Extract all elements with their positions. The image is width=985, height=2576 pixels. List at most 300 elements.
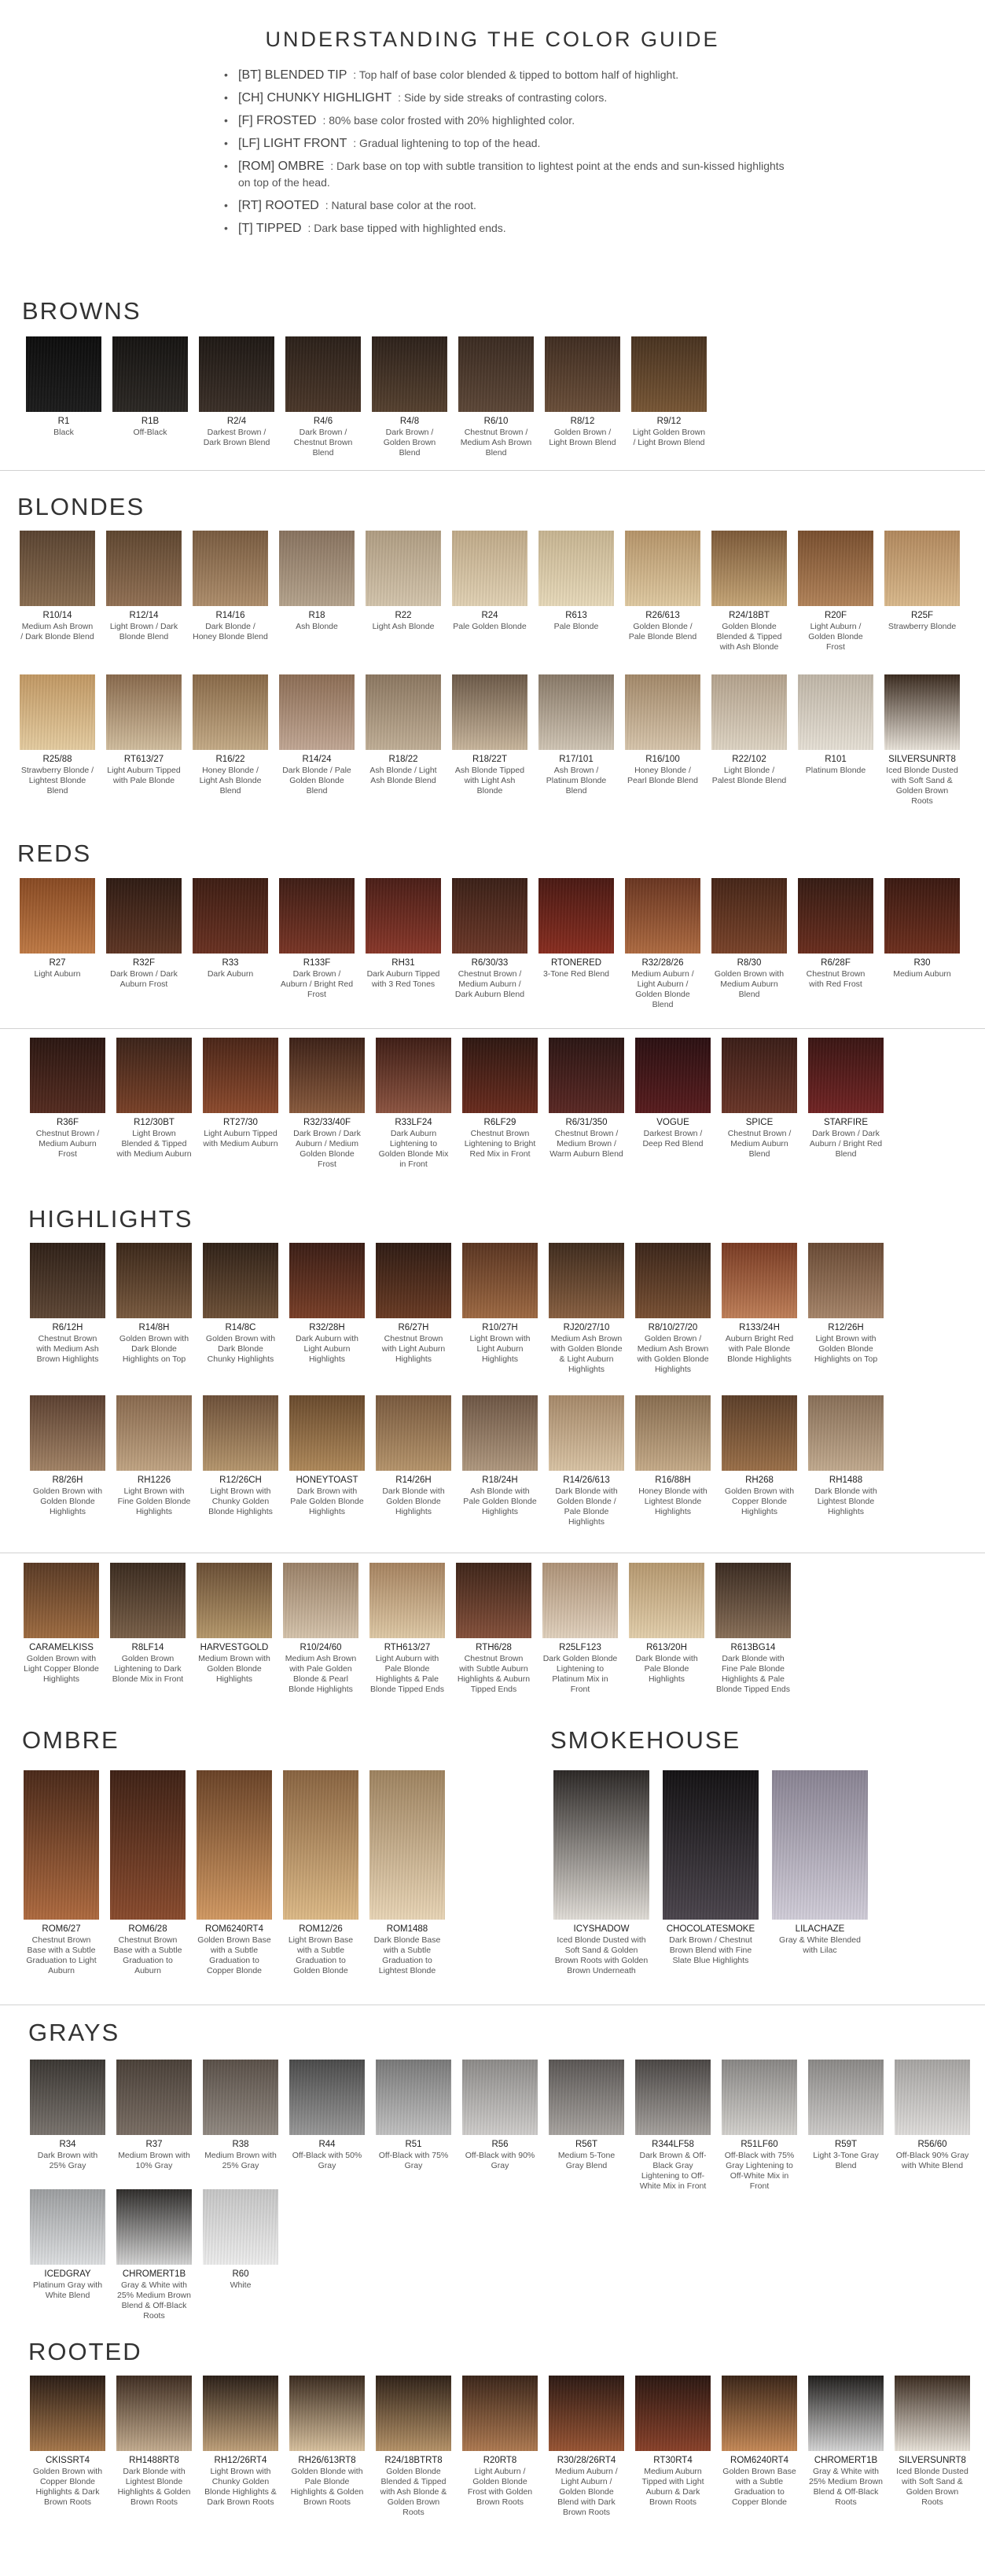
color-swatch-card[interactable] (116, 1395, 192, 1517)
hair-swatch-image[interactable] (203, 1243, 278, 1318)
hair-swatch-image[interactable] (549, 1243, 624, 1318)
color-swatch-card[interactable] (462, 2376, 538, 2508)
legend-item (224, 197, 790, 214)
hair-swatch-image[interactable] (106, 531, 182, 606)
hair-swatch-image[interactable] (203, 2376, 278, 2451)
swatch-description: Golden Blonde / Pale Blonde Blend (628, 622, 697, 641)
swatch-description: Chestnut Brown Lightening to Bright Red Mix in Front (464, 1129, 536, 1159)
swatch-code: RTONERED (550, 958, 602, 968)
swatch-code: SPICE (745, 1118, 774, 1127)
color-swatch-card[interactable] (30, 1038, 105, 1159)
swatch-code: R59T (834, 2140, 858, 2149)
swatch-description: Light Brown with Light Auburn Highlights (469, 1334, 531, 1364)
hair-swatch-image[interactable] (629, 1563, 704, 1638)
hair-swatch-image[interactable] (197, 1563, 272, 1638)
hair-swatch-image[interactable] (20, 878, 95, 954)
color-swatch-card[interactable] (538, 674, 614, 796)
color-swatch-card[interactable] (772, 1770, 868, 1956)
hair-swatch-image[interactable] (884, 531, 960, 606)
hair-swatch-image[interactable] (197, 1770, 272, 1920)
legend-code: [ROM] OMBRE (238, 160, 325, 173)
hair-swatch-image[interactable] (203, 2189, 278, 2265)
color-swatch-card[interactable] (366, 531, 441, 632)
color-swatch-card[interactable] (197, 1563, 272, 1685)
swatch-code: R18/22T (472, 755, 508, 764)
hair-swatch-image[interactable] (106, 674, 182, 750)
hair-swatch-image[interactable] (30, 1243, 105, 1318)
hair-swatch-image[interactable] (462, 2376, 538, 2451)
color-swatch-card[interactable] (376, 1395, 451, 1517)
hair-swatch-image[interactable] (772, 1770, 868, 1920)
color-swatch-card[interactable] (203, 2376, 278, 2508)
color-swatch-card[interactable] (798, 674, 873, 776)
swatch-description: Ash Brown / Platinum Blonde Blend (546, 766, 607, 796)
hair-swatch-image[interactable] (808, 2060, 884, 2135)
swatch-code: R9/12 (656, 417, 682, 426)
swatch-description: Dark Blonde Base with a Subtle Graduation to Lightest Blonde (373, 1935, 441, 1975)
hair-swatch-image[interactable] (112, 336, 188, 412)
color-swatch-card[interactable] (203, 1395, 278, 1517)
swatch-description: Dark Golden Blonde Lightening to Platinum Mix in Front (542, 1654, 618, 1694)
swatch-description: Gray & White with 25% Medium Brown Blend & Off-Black Roots (809, 2467, 883, 2507)
swatch-code: ROM1488 (386, 1924, 428, 1934)
hair-swatch-image[interactable] (24, 1770, 99, 1920)
color-swatch-card[interactable] (283, 1770, 358, 1976)
hair-swatch-image[interactable] (289, 1395, 365, 1471)
color-swatch-card[interactable] (538, 878, 614, 979)
hair-swatch-image[interactable] (722, 1038, 797, 1113)
hair-swatch-image[interactable] (545, 336, 620, 412)
color-swatch-card[interactable] (116, 1038, 192, 1159)
swatch-description: Golden Brown / Light Brown Blend (549, 428, 616, 447)
hair-swatch-image[interactable] (116, 2189, 192, 2265)
hair-swatch-image[interactable] (279, 878, 355, 954)
color-swatch-card[interactable] (631, 336, 707, 448)
hair-swatch-image[interactable] (193, 878, 268, 954)
color-swatch-card[interactable] (553, 1770, 649, 1976)
swatch-code: RT30RT4 (653, 2456, 693, 2465)
color-swatch-card[interactable] (549, 1243, 624, 1375)
color-swatch-card[interactable] (289, 1395, 365, 1517)
color-swatch-card[interactable] (538, 531, 614, 632)
color-swatch-card[interactable] (30, 2189, 105, 2301)
color-swatch-card[interactable] (722, 2060, 797, 2192)
hair-swatch-image[interactable] (549, 1038, 624, 1113)
swatch-description: Dark Brown / Chestnut Brown Blend with Fine Slate Blue Highlights (669, 1935, 752, 1965)
hair-swatch-image[interactable] (30, 1038, 105, 1113)
hair-swatch-image[interactable] (30, 2060, 105, 2135)
color-swatch-card[interactable] (279, 878, 355, 1000)
swatch-description: Dark Auburn (207, 969, 254, 979)
bullet-icon: • (224, 222, 228, 234)
color-swatch-card[interactable] (456, 1563, 531, 1695)
legend-text: : Dark base on top with subtle transition to lightest point at the ends and sun-kissed highlights on top of the head. (238, 160, 785, 189)
color-swatch-card[interactable] (30, 1243, 105, 1365)
hair-swatch-image[interactable] (116, 2376, 192, 2451)
color-swatch-card[interactable] (722, 1395, 797, 1517)
hair-swatch-image[interactable] (663, 1770, 759, 1920)
hair-swatch-image[interactable] (798, 878, 873, 954)
color-swatch-card[interactable] (452, 878, 527, 1000)
hair-swatch-image[interactable] (24, 1563, 99, 1638)
hair-swatch-image[interactable] (462, 1038, 538, 1113)
hair-swatch-image[interactable] (203, 2060, 278, 2135)
color-swatch-card[interactable] (635, 1395, 711, 1517)
hair-swatch-image[interactable] (456, 1563, 531, 1638)
swatch-code: R14/16 (215, 611, 245, 620)
bullet-icon: • (224, 199, 228, 211)
hair-swatch-image[interactable] (722, 2060, 797, 2135)
hair-swatch-image[interactable] (722, 2376, 797, 2451)
hair-swatch-image[interactable] (884, 878, 960, 954)
hair-swatch-image[interactable] (376, 1243, 451, 1318)
color-swatch-card[interactable] (808, 2376, 884, 2508)
hair-swatch-image[interactable] (722, 1243, 797, 1318)
hair-swatch-image[interactable] (199, 336, 274, 412)
swatch-description: Dark Auburn with Light Auburn Highlights (296, 1334, 358, 1364)
color-swatch-card[interactable] (366, 878, 441, 990)
hair-swatch-image[interactable] (635, 1395, 711, 1471)
hair-swatch-image[interactable] (366, 878, 441, 954)
swatch-code: R4/8 (399, 417, 420, 426)
color-swatch-card[interactable] (452, 674, 527, 796)
hair-swatch-image[interactable] (452, 878, 527, 954)
color-swatch-card[interactable] (625, 674, 700, 786)
hair-swatch-image[interactable] (289, 2060, 365, 2135)
hair-swatch-image[interactable] (376, 2060, 451, 2135)
hair-swatch-image[interactable] (369, 1563, 445, 1638)
color-swatch-card[interactable] (376, 2376, 451, 2518)
swatch-description: Dark Brown / Dark Auburn Frost (110, 969, 178, 989)
color-swatch-card[interactable] (193, 674, 268, 796)
hair-swatch-image[interactable] (458, 336, 534, 412)
color-swatch-card[interactable] (116, 2060, 192, 2171)
bullet-icon: • (224, 68, 228, 81)
color-swatch-card[interactable] (711, 878, 787, 1000)
swatch-description: Dark Blonde with Lightest Blonde Highlights & Golden Brown Roots (117, 2467, 191, 2507)
hair-swatch-image[interactable] (635, 2376, 711, 2451)
hair-swatch-image[interactable] (279, 531, 355, 606)
color-swatch-card[interactable] (112, 336, 188, 438)
color-swatch-card[interactable] (549, 1038, 624, 1159)
hair-swatch-image[interactable] (625, 674, 700, 750)
hair-swatch-image[interactable] (376, 1038, 451, 1113)
color-swatch-card[interactable] (884, 878, 960, 979)
color-swatch-card[interactable] (26, 336, 101, 438)
color-swatch-card[interactable] (203, 2189, 278, 2291)
color-swatch-card[interactable] (106, 674, 182, 786)
swatch-code: CHOCOLATESMOKE (666, 1924, 755, 1934)
hair-swatch-image[interactable] (625, 878, 700, 954)
swatch-description: Dark Blonde / Pale Golden Blonde Blend (282, 766, 351, 796)
color-swatch-card[interactable] (279, 674, 355, 796)
hair-swatch-image[interactable] (289, 1038, 365, 1113)
color-swatch-card[interactable] (635, 1038, 711, 1149)
swatch-description: Golden Brown with Dark Blonde Chunky Highlights (205, 1334, 276, 1364)
color-swatch-card[interactable] (462, 1395, 538, 1517)
swatch-description: Golden Brown with Dark Blonde Highlights on Top (119, 1334, 189, 1364)
color-swatch-card[interactable] (283, 1563, 358, 1695)
swatch-code: R32F (132, 958, 156, 968)
color-swatch-card[interactable] (722, 1243, 797, 1365)
hair-swatch-image[interactable] (462, 2060, 538, 2135)
hair-swatch-image[interactable] (20, 674, 95, 750)
hair-swatch-image[interactable] (366, 531, 441, 606)
hair-swatch-image[interactable] (631, 336, 707, 412)
color-swatch-card[interactable] (625, 531, 700, 642)
hair-swatch-image[interactable] (285, 336, 361, 412)
hair-swatch-image[interactable] (30, 2189, 105, 2265)
swatch-description: Off-Black with 50% Gray (292, 2151, 362, 2170)
swatch-description: Dark Brown with 25% Gray (37, 2151, 98, 2170)
hair-swatch-image[interactable] (376, 1395, 451, 1471)
color-swatch-card[interactable] (116, 1243, 192, 1365)
hair-swatch-image[interactable] (711, 674, 787, 750)
swatch-description: Light Auburn with Pale Blonde Highlights & Pale Blonde Tipped Ends (370, 1654, 444, 1694)
hair-swatch-image[interactable] (538, 878, 614, 954)
color-swatch-card[interactable] (798, 531, 873, 652)
hair-swatch-image[interactable] (26, 336, 101, 412)
hair-swatch-image[interactable] (808, 1395, 884, 1471)
hair-swatch-image[interactable] (549, 2060, 624, 2135)
hair-swatch-image[interactable] (798, 531, 873, 606)
swatch-description: Pale Golden Blonde (453, 622, 527, 631)
color-swatch-card[interactable] (462, 2060, 538, 2171)
color-swatch-card[interactable] (663, 1770, 759, 1966)
color-swatch-card[interactable] (549, 2376, 624, 2518)
hair-swatch-image[interactable] (116, 1038, 192, 1113)
swatch-code: R4/6 (313, 417, 333, 426)
color-swatch-card[interactable] (884, 674, 960, 807)
hair-swatch-image[interactable] (553, 1770, 649, 1920)
color-swatch-card[interactable] (289, 1243, 365, 1365)
hair-swatch-image[interactable] (20, 531, 95, 606)
hair-swatch-image[interactable] (193, 674, 268, 750)
swatch-code: RT27/30 (223, 1118, 258, 1127)
legend-text: : 80% base color frosted with 20% highlighted color. (319, 114, 575, 127)
hair-swatch-image[interactable] (279, 674, 355, 750)
legend-code: [F] FROSTED (238, 114, 317, 127)
swatch-description: Golden Brown with Medium Auburn Blend (714, 969, 785, 999)
color-swatch-card[interactable] (193, 878, 268, 979)
legend-code: [T] TIPPED (238, 222, 302, 235)
swatch-description: Gray & White Blended with Lilac (779, 1935, 861, 1955)
color-swatch-card[interactable] (289, 2376, 365, 2508)
color-swatch-card[interactable] (722, 2376, 797, 2508)
hair-swatch-image[interactable] (635, 1243, 711, 1318)
color-swatch-card[interactable] (808, 1038, 884, 1159)
swatch-code: R32/28/26 (641, 958, 684, 968)
hair-swatch-image[interactable] (798, 674, 873, 750)
hair-swatch-image[interactable] (116, 2060, 192, 2135)
hair-swatch-image[interactable] (625, 531, 700, 606)
swatch-description: Dark Blonde with Golden Blonde / Pale Blonde Highlights (555, 1486, 618, 1527)
hair-swatch-image[interactable] (711, 531, 787, 606)
hair-swatch-image[interactable] (289, 2376, 365, 2451)
hair-swatch-image[interactable] (289, 1243, 365, 1318)
hair-swatch-image[interactable] (116, 1243, 192, 1318)
hair-swatch-image[interactable] (283, 1563, 358, 1638)
color-swatch-card[interactable] (30, 1395, 105, 1517)
hair-swatch-image[interactable] (538, 674, 614, 750)
color-swatch-card[interactable] (372, 336, 447, 458)
hair-swatch-image[interactable] (715, 1563, 791, 1638)
swatch-description: Honey Blonde / Pearl Blonde Blend (627, 766, 698, 785)
color-swatch-card[interactable] (542, 1563, 618, 1695)
swatch-code: R16/22 (215, 755, 245, 764)
hair-swatch-image[interactable] (722, 1395, 797, 1471)
swatch-code: R32/28H (309, 1323, 345, 1332)
hair-swatch-image[interactable] (452, 531, 527, 606)
color-swatch-card[interactable] (30, 2060, 105, 2171)
color-swatch-card[interactable] (722, 1038, 797, 1159)
swatch-code: R2/4 (226, 417, 247, 426)
color-swatch-card[interactable] (635, 2060, 711, 2192)
hair-swatch-image[interactable] (30, 1395, 105, 1471)
hair-swatch-image[interactable] (711, 878, 787, 954)
color-swatch-card[interactable] (116, 2376, 192, 2508)
color-swatch-card[interactable] (376, 1243, 451, 1365)
color-swatch-card[interactable] (20, 674, 95, 796)
hair-swatch-image[interactable] (635, 1038, 711, 1113)
color-swatch-card[interactable] (549, 2060, 624, 2171)
hair-swatch-image[interactable] (808, 1243, 884, 1318)
hair-swatch-image[interactable] (372, 336, 447, 412)
color-swatch-card[interactable] (549, 1395, 624, 1527)
color-swatch-card[interactable] (197, 1770, 272, 1976)
hair-swatch-image[interactable] (116, 1395, 192, 1471)
color-swatch-card[interactable] (462, 1038, 538, 1159)
hair-swatch-image[interactable] (462, 1395, 538, 1471)
color-swatch-card[interactable] (625, 878, 700, 1010)
swatch-description: Dark Auburn Lightening to Golden Blonde Mix in Front (378, 1129, 449, 1169)
color-swatch-card[interactable] (715, 1563, 791, 1695)
hair-swatch-image[interactable] (30, 2376, 105, 2451)
swatch-description: Light Brown with Fine Golden Blonde Highlights (117, 1486, 191, 1516)
color-swatch-card[interactable] (452, 531, 527, 632)
hair-swatch-image[interactable] (283, 1770, 358, 1920)
section-title-smokehouse: SMOKEHOUSE (550, 1726, 741, 1754)
swatch-code: RT613/27 (123, 755, 164, 764)
hair-swatch-image[interactable] (462, 1243, 538, 1318)
color-swatch-card[interactable] (30, 2376, 105, 2508)
color-swatch-card[interactable] (106, 531, 182, 642)
color-swatch-card[interactable] (462, 1243, 538, 1365)
color-swatch-card[interactable] (20, 531, 95, 642)
swatch-description: Chestnut Brown with Light Auburn Highlights (381, 1334, 446, 1364)
hair-swatch-image[interactable] (549, 1395, 624, 1471)
color-swatch-card[interactable] (366, 674, 441, 786)
hair-swatch-image[interactable] (110, 1770, 186, 1920)
hair-swatch-image[interactable] (203, 1038, 278, 1113)
color-swatch-card[interactable] (376, 2060, 451, 2171)
swatch-code: R12/14 (129, 611, 159, 620)
color-swatch-card[interactable] (545, 336, 620, 448)
color-swatch-card[interactable] (24, 1563, 99, 1685)
color-swatch-card[interactable] (798, 878, 873, 990)
color-swatch-card[interactable] (24, 1770, 99, 1976)
hair-swatch-image[interactable] (203, 1395, 278, 1471)
swatch-description: Medium Brown with 25% Gray (204, 2151, 277, 2170)
color-swatch-card[interactable] (199, 336, 274, 448)
swatch-code: R18 (308, 611, 325, 620)
legend-code: [BT] BLENDED TIP (238, 68, 347, 82)
legend-item (224, 90, 790, 106)
hair-swatch-image[interactable] (635, 2060, 711, 2135)
color-swatch-card[interactable] (193, 531, 268, 642)
hair-swatch-image[interactable] (452, 674, 527, 750)
hair-swatch-image[interactable] (366, 674, 441, 750)
hair-swatch-image[interactable] (193, 531, 268, 606)
color-swatch-card[interactable] (285, 336, 361, 458)
hair-swatch-image[interactable] (549, 2376, 624, 2451)
color-swatch-card[interactable] (203, 2060, 278, 2171)
hair-swatch-image[interactable] (808, 1038, 884, 1113)
color-swatch-card[interactable] (203, 1038, 278, 1149)
swatch-code: R6/27H (398, 1323, 429, 1332)
color-swatch-card[interactable] (808, 2060, 884, 2171)
hair-swatch-image[interactable] (884, 674, 960, 750)
hair-swatch-image[interactable] (106, 878, 182, 954)
color-swatch-card[interactable] (808, 1243, 884, 1365)
hair-swatch-image[interactable] (369, 1770, 445, 1920)
swatch-code: R56/60 (917, 2140, 947, 2149)
legend-code: [RT] ROOTED (238, 199, 319, 212)
swatch-code: R14/8C (225, 1323, 256, 1332)
color-swatch-card[interactable] (369, 1563, 445, 1695)
color-swatch-card[interactable] (20, 878, 95, 979)
hair-swatch-image[interactable] (808, 2376, 884, 2451)
color-swatch-card[interactable] (110, 1563, 186, 1685)
hair-swatch-image[interactable] (542, 1563, 618, 1638)
hair-swatch-image[interactable] (895, 2060, 970, 2135)
color-swatch-card[interactable] (369, 1770, 445, 1976)
color-swatch-card[interactable] (895, 2060, 970, 2171)
color-swatch-card[interactable] (289, 1038, 365, 1170)
color-swatch-card[interactable] (289, 2060, 365, 2171)
swatch-description: Off-Black with 75% Gray (378, 2151, 449, 2170)
swatch-code: CHROMERT1B (814, 2456, 878, 2465)
swatch-description: Light Golden Brown / Light Brown Blend (632, 428, 706, 447)
color-swatch-card[interactable] (635, 2376, 711, 2508)
color-swatch-card[interactable] (895, 2376, 970, 2508)
color-swatch-card[interactable] (808, 1395, 884, 1517)
color-swatch-card[interactable] (376, 1038, 451, 1170)
color-swatch-card[interactable] (116, 2189, 192, 2321)
color-swatch-card[interactable] (884, 531, 960, 632)
hair-swatch-image[interactable] (376, 2376, 451, 2451)
hair-swatch-image[interactable] (110, 1563, 186, 1638)
color-swatch-card[interactable] (629, 1563, 704, 1685)
color-swatch-card[interactable] (635, 1243, 711, 1375)
section-title-ombre: OMBRE (22, 1726, 119, 1754)
color-swatch-card[interactable] (106, 878, 182, 990)
hair-swatch-image[interactable] (538, 531, 614, 606)
color-swatch-card[interactable] (110, 1770, 186, 1976)
color-swatch-card[interactable] (711, 531, 787, 652)
swatch-description: Auburn Bright Red with Pale Blonde Blonde Highlights (725, 1334, 794, 1364)
hair-swatch-image[interactable] (895, 2376, 970, 2451)
swatch-code: RH1488RT8 (129, 2456, 179, 2465)
color-swatch-card[interactable] (279, 531, 355, 632)
swatch-code: R33 (222, 958, 239, 968)
color-swatch-card[interactable] (458, 336, 534, 458)
swatch-description: Light Auburn Tipped with Pale Blonde (107, 766, 181, 785)
color-swatch-card[interactable] (711, 674, 787, 786)
color-swatch-card[interactable] (203, 1243, 278, 1365)
swatch-code: R613BG14 (730, 1643, 776, 1652)
swatch-description: Light Brown with Chunky Golden Blonde Highlights & Dark Brown Roots (204, 2467, 277, 2507)
